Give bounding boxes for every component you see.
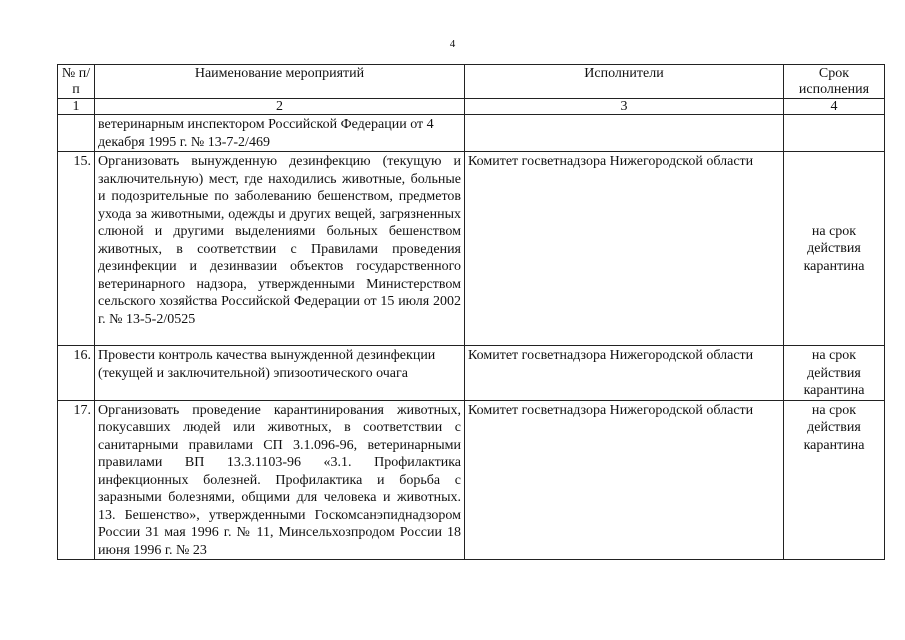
header-name: Наименование мероприятий (95, 65, 465, 99)
term-cell: на срок действия карантина (784, 152, 885, 346)
term-cell (784, 115, 885, 152)
measure-name: ветеринарным инспектором Российской Федерации от 4 декабря 1995 г. № 13-7-2/469 (95, 115, 465, 152)
executors-cell: Комитет госветнадзора Нижегородской области (465, 152, 784, 346)
measure-name: Провести контроль качества вынужденной дезинфекции (текущей и заключительной) эпизоотического очага (95, 346, 465, 401)
table-header-row (58, 65, 885, 99)
measure-name: Организовать вынужденную дезинфекцию (текущую и заключительную) мест, где находились животные, больные и подозрительные по заболеванию бешенством, предметов ухода за животными, одежды и других вещей, загрязненных слюной и другими выделениями больных бешенством животных, в соответствии с Правилами проведения дезинфекции и дезинвазии объектов государственного ветеринарного надзора, утвержденными Министерством сельского хозяйства Российской Федерации от 15 июля 2002 г. № 13-5-2/0525 (95, 152, 465, 346)
header-executors: Исполнители (465, 65, 784, 99)
table-row (58, 400, 885, 560)
term-cell: на срок действия карантина (784, 346, 885, 401)
table-row (58, 346, 885, 401)
column-index: 2 (95, 99, 465, 115)
term-cell: на срок действия карантина (784, 400, 885, 560)
executors-cell (465, 115, 784, 152)
page-number: 4 (449, 38, 456, 50)
measures-table (57, 64, 885, 560)
column-index-row (58, 99, 885, 115)
executors-cell: Комитет госветнадзора Нижегородской области (465, 346, 784, 401)
row-number: 15. (58, 152, 95, 346)
column-index: 3 (465, 99, 784, 115)
row-number: 17. (58, 400, 95, 560)
column-index: 1 (58, 99, 95, 115)
header-num: № п/п (58, 65, 95, 99)
header-term: Срок исполнения (784, 65, 885, 99)
table-row (58, 115, 885, 152)
executors-cell: Комитет госветнадзора Нижегородской области (465, 400, 784, 560)
table-row (58, 152, 885, 346)
column-index: 4 (784, 99, 885, 115)
row-number: 16. (58, 346, 95, 401)
measure-name: Организовать проведение карантинирования животных, покусавших людей или животных, в соответствии с санитарными правилами СП 3.1.096-96, ветеринарными правилами ВП 13.3.1103-96 «3.1. Профилактика инфекционных болезней. Профилактика и борьба с заразными болезнями, общими для человека и животных. 13. Бешенство», утвержденными Госкомсанэпиднадзором России 31 мая 1996 г. № 11, Минсельхозпродом России 18 июня 1996 г. № 23 (95, 400, 465, 560)
row-number (58, 115, 95, 152)
